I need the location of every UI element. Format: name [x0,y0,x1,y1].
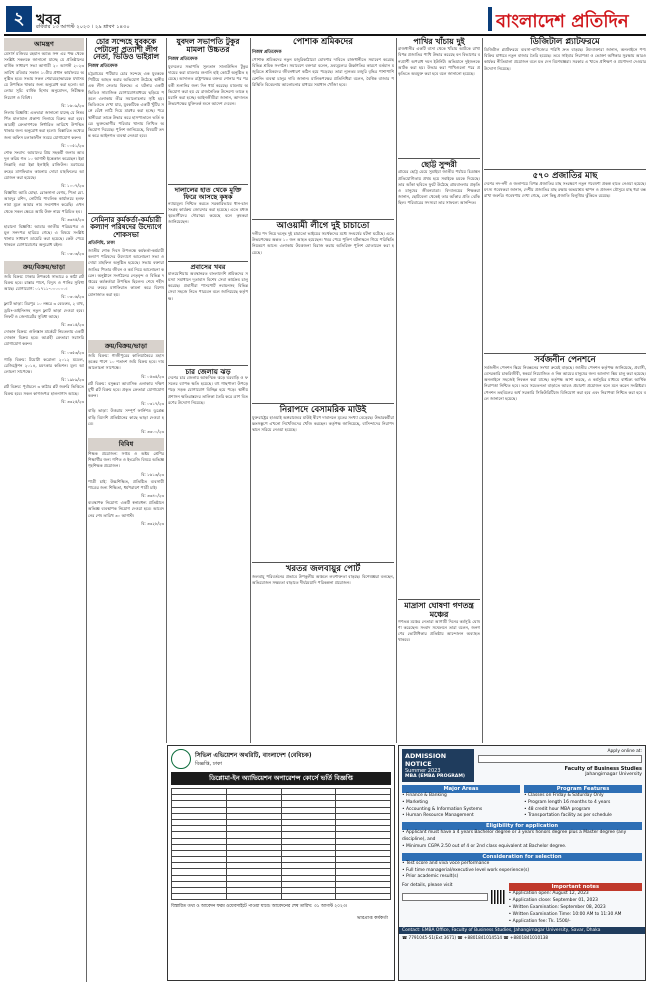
byline: প্রতিনিধি, ঢাকা [88,241,115,246]
section-label: ক্রয়/বিক্রয়/ভাড়া [4,261,84,274]
classified-ref: বি: ৩৩৪৫/২৩ [61,216,84,222]
ad-program: MBA (EMBA PROGRAM) [405,774,466,779]
classified-entry: মেসার্স মজিবর রহমান অ্যান্ড সন্স এর পক্ষ থেকে সংশ্লিষ্ট সকলকে জানানো যাচ্ছে যে প্রতিষ্ঠানের বার্ষিক সাধারণ সভা আগামী ২০ আগস্ট ২০২৩ তারিখ রবিবার সকাল ১০টায় প্রধান কার্যালয়ে অনুষ্ঠিত হবে। সভায় সকল শেয়ারহোল্ডারকে যথাসময়ে উপস্থিত থাকার জন্য অনুরোধ করা হলো। আলোচ্য সূচি: বার্ষিক হিসাব অনুমোদন, নিরীক্ষক নিয়োগ ও বিবিধ। [4,51,84,100]
major-item: • Accounting & Information Systems [402,806,483,812]
headline: সর্বজনীন পেনশনে [534,354,596,365]
ad-org-sub: বিজ্ঞপ্তি, ঢাকা [195,760,222,767]
article-body: ডিজিটাল প্ল্যাটফরমে ব্যবসা-বাণিজ্যের পরিধি দ্রুত বাড়ছে। উদ্যোক্তারা জানান, অনলাইনে পণ্য বিক্রির মাধ্যমে নতুন বাজার তৈরি হয়েছে। তবে সাইবার নিরাপত্তা ও ভোক্তা অধিকার সুরক্ষায় আরও কার্যকর নীতিমালা প্রয়োজন বলে মত দেন বিশেষজ্ঞরা। সরকার এ খাতে প্রশিক্ষণ ও প্রণোদনা দেওয়ার উদ্যোগ নিয়েছে। [484,46,646,71]
article-body: যুক্তরাষ্ট্রের হাওয়াই অঙ্গরাজ্যের মাউই দ্বীপে দাবানলে মৃতের সংখ্যা বেড়েছে। উদ্ধারকর্মীরা ধ্বংসস্তূপে এখনো নিখোঁজদের খোঁজ করছেন। কর্তৃপক্ষ জানিয়েছে, বাসিন্দাদের নিরাপদ স্থানে সরিয়ে নেওয়া হয়েছে। [252,414,394,433]
ad-notes: বিস্তারিত তথ্য ও আবেদন ফরম ওয়েবসাইটে পাওয়া যাবে। আবেদনের শেষ তারিখ: ৩১ আগস্ট ২০২৩। [171,904,348,910]
ad-title: ডিপ্লোমা-ইন অ্যাভিয়েশন অপারেশন্স কোর্সে ভর্তি বিজ্ঞপ্তি [171,772,391,785]
classified-entry: জমি বিক্রয়: গাজীপুরের কালিয়াকৈরে মহাসড়কের পাশে ১০ শতাংশ জমি বিক্রয় হবে। দাম আলোচনা সাপেক্ষে। [88,353,164,371]
classified-ref: বি: ০৩০৩/২৩ [61,250,84,256]
article-body: চট্টগ্রামের পটিয়ায় চোর সন্দেহে এক যুবককে পিটিয়ে আহত করার অভিযোগ উঠেছে স্থানীয় এক লীগ নেতার বিরুদ্ধে। এ ঘটনার একটি ভিডিও সামাজিক যোগাযোগমাধ্যমে ছড়িয়ে পড়লে এলাকায় তীব্র সমালোচনার সৃষ্টি হয়। ভিডিওতে দেখা যায়, যুবকটিকে একটি খুঁটির সঙ্গে বেঁধে লাঠি দিয়ে মারধর করা হচ্ছে। পরে স্থানীয়রা তাকে উদ্ধার করে হাসপাতালে ভর্তি করে। ভুক্তভোগীর পরিবার থানায় লিখিত অভিযোগ দিয়েছে। পুলিশ জানিয়েছে, বিষয়টি তদন্ত করে আইনগত ব্যবস্থা নেওয়া হবে। [88,70,164,139]
classified-entry: শিক্ষক প্রয়োজন: সপ্তম ও অষ্টম শ্রেণির শিক্ষার্থীর জন্য গণিত ও ইংরেজি বিষয়ে অভিজ্ঞ গৃহশিক্ষক প্রয়োজন। [88,450,164,469]
classified-ref: বি: ৩৩২৫/২৩ [61,398,84,404]
divider [168,261,248,262]
classified-ref: বি: ১৬০৯/২৩ [61,102,84,108]
page-number: ২ [6,6,32,32]
classified-entry: জমি বিক্রয়: ঢাকার উপকণ্ঠে সাভারে ৫ কাঠা প্লট বিক্রয় হবে। রাস্তার পাশে, বিদ্যুৎ ও পানির সুবিধা আছে। যোগাযোগ: ০১৭১১-০০০০০০। [4,273,84,292]
eligibility-heading: Eligibility for application [402,822,642,830]
column-classified-1 [4,38,84,406]
classified-ref: বি: ১০০৭/২৩ [61,182,84,188]
classified-ref: বি: ০৩৫৩/২৩ [61,349,84,355]
date-item: • Application open: August 12, 2023 [508,891,589,897]
column-divider [396,38,397,743]
headline: সেমিনার কর্মকর্তা-কর্মচারী কল্যাণ পরিষদের উদ্যোগে শোকসভা [90,214,162,239]
ad-emba-admission [398,745,646,981]
classified-ref: বি: ০৩০৬/২৩ [61,294,84,300]
selection-list [402,861,642,881]
table-cell [172,894,227,900]
headline: নিরাপদে বেসামরিক মাউই [279,404,367,415]
table-cell [336,894,391,900]
column-2 [88,38,164,528]
selection-heading: Consideration for selection [402,853,642,861]
masthead-logo [488,4,644,34]
divider [252,562,394,563]
column-5 [398,38,480,734]
headline: পোশাক শ্রমিকদের [293,37,353,47]
classified-ref: বি: ৩৩৪০/২৩ [141,493,164,499]
column-divider [482,38,483,743]
article-body: ন্যায্যমূল্য নিশ্চিত করতে সরকারিভাবে ধান-চাল সংগ্রহ কার্যক্রম জোরদার করা হয়েছে। এতে মধ্যস্বত্বভোগীদের দৌরাত্ম্য কমেছে বলে কৃষকরা জানিয়েছেন। [168,200,248,225]
eligibility-item: • Applicant must have a 4 years Bachelor degree or 3 years honors degree plus a Master degree (any discipline), and [402,830,627,843]
headline: প্রবাসের খবর [190,262,226,271]
major-item: • Finance & Banking [402,793,447,798]
selection-item: • Test score and viva voce performance [402,860,490,866]
byline: নিজস্ব প্রতিবেদক [168,56,198,62]
article-body: রাজধানীর একটি বাসা থেকে খাঁচায় আটকে রাখা বিপন্ন প্রজাতির পাখি উদ্ধার করেছে বন বিভাগের বন্যপ্রাণী অপরাধ দমন ইউনিট। অভিযানে দুইজনকে আটক করা হয়। উদ্ধার করা পাখিগুলো পরে প্রকৃতিতে অবমুক্ত করা হবে বলে জানানো হয়েছে। [398,46,480,77]
article-body: মালয়েশিয়ায় অবস্থানরত বাংলাদেশি শ্রমিকদের সমস্যা সমাধানে দূতাবাস বিশেষ সেবা কার্যক্রম চালু করেছে। প্রবাসীরা পাসপোর্ট নবায়নসহ বিভিন্ন সেবা সহজে নিতে পারবেন বলে জানিয়েছে কর্তৃপক্ষ। [168,270,248,301]
article-body: গণতন্ত্র মঞ্চের নেতারা আগামী দিনের কর্মসূচি ঘোষণা করেছেন। সংবাদ সম্মেলনে তারা বলেন, জনগণের ভোটাধিকার প্রতিষ্ঠায় আন্দোলন অব্যাহত থাকবে। [398,618,480,643]
article-body: জাতীয় শোক দিবস উপলক্ষে কর্মকর্তা-কর্মচারী কল্যাণ পরিষদের উদ্যোগে আলোচনা সভা ও দোয়া মাহফিল অনুষ্ঠিত হয়েছে। সভায় বক্তারা জাতির পিতার জীবন ও কর্ম নিয়ে আলোচনা করেন। অনুষ্ঠানে সংগঠনের নেতৃবৃন্দ ও বিভিন্ন দপ্তরের কর্মকর্তারা উপস্থিত ছিলেন। শেষে শহীদদের রুহের মাগফিরাত কামনা করে বিশেষ মোনাজাত করা হয়। [88,248,164,297]
column-divider [86,38,87,982]
headline: ডিজিটাল প্ল্যাটফরমে [530,37,600,47]
divider [484,169,646,170]
notes-heading: Important notes [509,883,642,891]
classified-ref: বি: ০০৫১/২৩ [61,142,84,148]
divider [252,219,394,220]
divider [168,184,248,185]
headline: ৫৭০ প্রজাতির মাছ [532,170,598,181]
byline: নিজস্ব প্রতিবেদক [252,49,282,55]
classified-ref: বি: ৩৩১৫/২৩ [61,322,84,327]
classified-entry: শোক সংবাদ: আমাদের প্রিয় সহকর্মী জনাব আবদুল করিম গত ১০ আগস্ট ইন্তেকাল করেছেন। ইন্না লিল্লাহি ওয়া ইন্না ইলাইহি রাজিউন। মরহুমের রুহের মাগফিরাত কামনায় দোয়া মাহফিলের আয়োজন করা হয়েছে। [4,149,84,180]
table-cell [281,894,336,900]
ad-table [171,788,391,900]
headline: চোর সন্দেহে যুবককে পেটালো প্রত্যাশী লীগ নেতা, ভিডিও ভাইরাল [93,37,159,62]
date-item: • Application fee: Tk. 1500/- [508,918,571,924]
ad-university: Jahangirnagar University [585,772,642,777]
article-body: দলীয় পদ নিয়ে দ্বন্দ্বে দুই চাচাতো ভাইয়ের সমর্থকদের মধ্যে সংঘর্ষের ঘটনা ঘটেছে। এতে উভয়পক্ষের অন্তত ১০ জন আহত হয়েছেন। খবর পেয়ে পুলিশ ঘটনাস্থলে গিয়ে পরিস্থিতি নিয়ন্ত্রণে আনে। এলাকায় উত্তেজনা বিরাজ করায় অতিরিক্ত পুলিশ মোতায়েন করা হয়েছে। [252,230,394,255]
headline: আওয়ামী লীগে দুই চাচাতো [276,220,370,231]
divider [484,353,646,354]
selection-item: • Prior academic result(s) [402,874,459,880]
classified-list [4,51,84,258]
majors-heading: Major Areas [402,785,520,793]
ad-heading: ADMISSION NOTICE [405,752,447,768]
section-label: বিবিধ [88,438,164,451]
divider [398,599,480,600]
details-label: For details, please visit [402,883,453,889]
majors-list [402,793,520,820]
date-item: • Written Examination Time: 10:00 AM to 11:30 AM [508,911,622,917]
classified-entry: বিজ্ঞপ্তি: আমি মোছা. রোকসানা বেগম, পিতা মো. আবদুর রশিদ, নোটারি পাবলিক কার্যালয়ে হলফনামা মূলে আমার নাম সংশোধন করেছি। এখন থেকে সকল ক্ষেত্রে আমি উক্ত নামে পরিচিত হব। [4,189,84,214]
article-body: যুবদলের সভাপতি সুলতান সালাউদ্দিন টুকুর দায়ের করা মামলার শুনানি হাই কোর্টে অনুষ্ঠিত হয়েছে। আদালত রাষ্ট্রপক্ষের বক্তব্য শোনার পর পরবর্তী শুনানির জন্য দিন ধার্য করেছে। মামলায় অভিযোগ করা হয় যে রাজনৈতিক উদ্দেশ্যে তাকে হয়রানি করা হচ্ছে। আইনজীবীরা জানান, আদালত উভয়পক্ষের যুক্তিতর্ক শুনে আদেশ দেবেন। [168,63,248,107]
eligibility-item: • Minimum CGPA 2.50 out of 4 or 2nd class equivalent at Bachelor degree. [402,843,567,849]
classified-entry: নিলাম বিজ্ঞপ্তি: এতদ্বারা জানানো যাচ্ছে যে নিম্নবর্ণিত মালামাল প্রকাশ্য নিলামে বিক্রয় করা হবে। আগ্রহী ক্রেতাগণকে নির্ধারিত তারিখে উপস্থিত থাকার জন্য অনুরোধ করা হলো। বিস্তারিত তথ্যের জন্য অফিস চলাকালীন সময়ে যোগাযোগ করুন। [4,109,84,140]
article-body: পোশাক শ্রমিকদের নতুন মজুরিকাঠামো ঘোষণার দাবিতে রাজধানীতে সমাবেশ করেছে বিভিন্ন শ্রমিক সংগঠন। সমাবেশে বক্তারা বলেন, দ্রব্যমূল্যের ঊর্ধ্বগতির কারণে বর্তমান মজুরিতে শ্রমিকদের জীবনধারণ কঠিন হয়ে পড়েছে। তারা ন্যূনতম মজুরি বৃদ্ধির পাশাপাশি রেশনিং ব্যবস্থা চালুর দাবি জানান। মালিকপক্ষের প্রতিনিধিরা বলেন, বৈশ্বিক বাজার পরিস্থিতি বিবেচনায় আলোচনার মাধ্যমে সমাধান খোঁজা হবে। [252,56,394,87]
column-3 [168,38,248,625]
classified-entry: বাড়ি ভাড়া: উত্তরায় সম্পূর্ণ ফার্নিশড ডুপ্লেক্স বাড়ি বিদেশি প্রতিষ্ঠানের কাছে ভাড়া দেওয়া হবে। [88,408,164,426]
divider [168,365,248,366]
classified-ref: বি: ০৩১৭/২৩ [141,401,164,407]
headline: মাদ্রাসা ঘোষণা গণতন্ত্র মঞ্চের [404,601,474,619]
classified-list [4,274,84,406]
details-url-box [402,893,488,901]
article-body: দেশের নদ-নদী ও জলাশয়ে বিপন্ন প্রজাতির মাছ সংরক্ষণে নতুন গবেষণা প্রকল্প হাতে নেওয়া হয়েছে। মৎস্য গবেষকরা জানান, দেশীয় প্রজাতির মাছ রক্ষায় অভয়াশ্রম স্থাপন ও প্রজনন মৌসুমে মাছ ধরা বন্ধ রাখা জরুরি। গবেষণায় দেখা গেছে, বেশ কিছু প্রজাতি বিলুপ্তির ঝুঁকিতে রয়েছে। [484,180,646,199]
features-list [524,793,642,820]
classified-list [88,353,164,436]
column-divider [166,38,167,743]
ad-signature: ভারপ্রাপ্ত কর্মকর্তা [356,916,388,922]
major-item: • Marketing [402,799,428,805]
ad-civil-aviation [167,745,395,981]
feature-item: • Classes on Friday & Saturday Only [524,793,604,798]
classified-entry: পাত্রী চাই: উচ্চশিক্ষিত, প্রতিষ্ঠিত ব্যবসায়ী পাত্রের জন্য শিক্ষিতা, ধর্মপরায়ণ পাত্রী চাই। [88,478,164,490]
classified-entry: ব্যবস্থাপক নিয়োগ: একটি স্বনামধন্য প্রতিষ্ঠানে অভিজ্ঞ ব্যবস্থাপক নিয়োগ দেওয়া হবে। আবেদনের শেষ তারিখ ৩০ আগস্ট। [88,500,164,518]
divider [252,403,394,404]
classified-entry: প্লট বিক্রয়: পূর্বাচলে ৩ কাঠার প্লট জরুরি ভিত্তিতে বিক্রয় হবে। সকল কাগজপত্র হালনাগাদ আছে। [4,384,84,396]
article-body: গ্রামের ছোট্ট মেয়ে সুমাইয়া জাতীয় পর্যায়ে চিত্রাঙ্কন প্রতিযোগিতায় প্রথম হয়ে সবাইকে চমকে দিয়েছে। তার আঁকা ছবিতে ফুটে উঠেছে গ্রামবাংলার প্রকৃতি ও মানুষের জীবনযাত্রা। বিদ্যালয়ের শিক্ষকরা জানান, ছোটবেলা থেকেই তার আঁকার প্রতি ঝোঁক ছিল। পরিবারের সদস্যরা তার সাফল্যে আনন্দিত। [398,169,480,206]
ad-faculty: Faculty of Business Studies [564,766,642,772]
apply-label: Apply online at: [607,749,642,754]
selection-item: • Full time managerial/executive level work experience(s) [402,867,530,873]
ad-contact: Contact: EMBA Office, Faculty of Business Studies, Jahangirnagar University, Savar, Dhaka [399,927,645,934]
article-body: দেশের চার জেলায় আকস্মিক ঝড়ে ঘরবাড়ি ও ফসলের ব্যাপক ক্ষতি হয়েছে। বহু গাছপালা উপড়ে পড়ে সড়ক যোগাযোগ বিচ্ছিন্ন হয়ে পড়ে। স্থানীয় প্রশাসন ক্ষতিগ্রস্তদের তালিকা তৈরি করে ত্রাণ বিতরণের উদ্যোগ নিয়েছে। [168,375,248,405]
table-row [172,894,391,900]
headline: পাখির খাঁচায় দুই [413,37,465,46]
classified-ref: বি: ৩৩২৮/২৩ [141,520,164,526]
feature-item: • 48 credit hour MBA program [524,806,591,812]
classified-ref: বি: ১৯৮৯/২৩ [61,377,84,383]
major-item: • Human Resource Management [402,813,474,819]
classified-list [88,451,164,528]
emblem-icon [171,749,191,769]
section-label: আমন্ত্রণ [4,38,84,51]
classified-entry: দোকান বিক্রয়: গুলিস্তান মার্কেটে নিচতলায় একটি দোকান বিক্রয় হবে। আগ্রহী ক্রেতারা সরাসরি যোগাযোগ করুন। [4,329,84,347]
article-body: সর্বজনীন পেনশন স্কিমে নিবন্ধনের সংখ্যা ক্রমেই বাড়ছে। জাতীয় পেনশন কর্তৃপক্ষ জানিয়েছে, প্রবাসী, বেসরকারি চাকরিজীবী, স্বকর্মে নিয়োজিত ও নিম্ন আয়ের মানুষের জন্য আলাদা স্কিম চালু করা হয়েছে। অনলাইনে সহজেই নিবন্ধন করা যাচ্ছে। কর্তৃপক্ষ আশা করছে, এ কর্মসূচির মাধ্যমে বার্ধক্যে আর্থিক নিরাপত্তা নিশ্চিত হবে। তবে সচেতনতা বাড়াতে আরও প্রচারণা প্রয়োজন বলে মনে করেন সংশ্লিষ্টরা। পেনশন তহবিলের অর্থ সরকারি সিকিউরিটিজে বিনিয়োগ করা হবে এবং নিরাপত্তা নিশ্চিত করা হবে বলে জানানো হয়েছে। [484,364,646,401]
feature-item: • Transportation facility as per schedule [524,813,612,819]
section-title: খবর [36,12,61,28]
section-label: ক্রয়/বিক্রয়/ভাড়া [88,340,164,353]
eligibility-list [402,830,642,850]
column-4 [252,38,394,724]
headline: ছোট্ট সুন্দরী [421,160,457,170]
dates-list [509,891,642,925]
classified-entry: গাড়ি বিক্রয়: টয়োটা করোলা ২০১২ মডেল, রেজিস্ট্রেশন ২০১৪, চমৎকার কন্ডিশন। মূল্য আলোচনা সাপেক্ষে। [4,356,84,375]
divider [88,213,164,214]
masthead-text: বাংলাদেশ প্রতিদিন [496,11,629,32]
headline: দালালের হাত থেকে মুক্তি ফিরে আসছে কৃষক [174,185,242,201]
column-6 [484,38,646,743]
table-cell [226,894,281,900]
headline: খরতর জলবায়ুর পোর্ট [285,563,361,574]
classified-ref: বি: ০৫৩৫/২৩ [141,373,164,379]
classified-ref: বি: ৩৩০০/২৩ [141,428,164,434]
classified-entry: প্লট বিক্রয়: বসুন্ধরা আবাসিক এলাকায় দক্ষিণমুখী প্লট বিক্রয় হবে। প্রকৃত ক্রেতারা যোগাযোগ করুন। [88,380,164,399]
byline: নিজস্ব প্রতিবেদক [88,63,118,69]
classified-ref: বি: ১৬১৩/২৩ [141,471,164,477]
classified-entry: হারানো বিজ্ঞপ্তি: আমার জাতীয় পরিচয়পত্র ও মূল সনদপত্র হারিয়ে গেছে। এ বিষয়ে সংশ্লিষ্ট থানায় সাধারণ ডায়েরি করা হয়েছে। কেউ পেয়ে থাকলে যোগাযোগের অনুরোধ রইল। [4,223,84,248]
feature-item: • Program length 16 months to 4 years [524,799,611,805]
date-item: • Written Examination: September 08, 2023 [508,904,606,910]
ad-subheading: Summer 2023 [405,768,441,774]
headline: যুবদল সভাপতি টুকুর মামলা উচ্চতর [176,37,240,54]
article-body: জলবায়ু পরিবর্তনের প্রভাবে উপকূলীয় অঞ্চলে লবণাক্ততা বাড়ছে। বিশেষজ্ঞরা বলছেন, অভিযোজন সক্ষমতা বাড়াতে দীর্ঘমেয়াদি পরিকল্পনা প্রয়োজন। [252,573,394,585]
ad-phones: ☎ 7791045-51(Ext 3671) ☎ +8801841014514 ☎ +8801841010138 [402,935,549,941]
header-rule [4,34,646,36]
apply-url-box [478,755,642,763]
qr-code-icon [491,890,505,904]
features-heading: Program Features [524,785,642,793]
ad-org: সিভিল এভিয়েশন অথরিটি, বাংলাদেশ (বেবিচক) [195,751,312,759]
date-item: • Application close: September 01, 2023 [508,898,598,904]
classified-entry: ফ্ল্যাট ভাড়া: মিরপুর ১০ নম্বরে ৩ বেডরুম, ২ বাথ, ড্রয়িং-ডাইনিংসহ নতুন ফ্ল্যাট ভাড়া দেওয়া হবে। লিফট ও জেনারেটর সুবিধা আছে। [4,301,84,319]
dateline: রবিবার ১৩ আগস্ট ২০২৩ । ২৯ শ্রাবণ ১৪৩০ [36,24,130,30]
headline: চার জেলায় ঝড় [185,366,231,376]
column-divider [250,38,251,743]
